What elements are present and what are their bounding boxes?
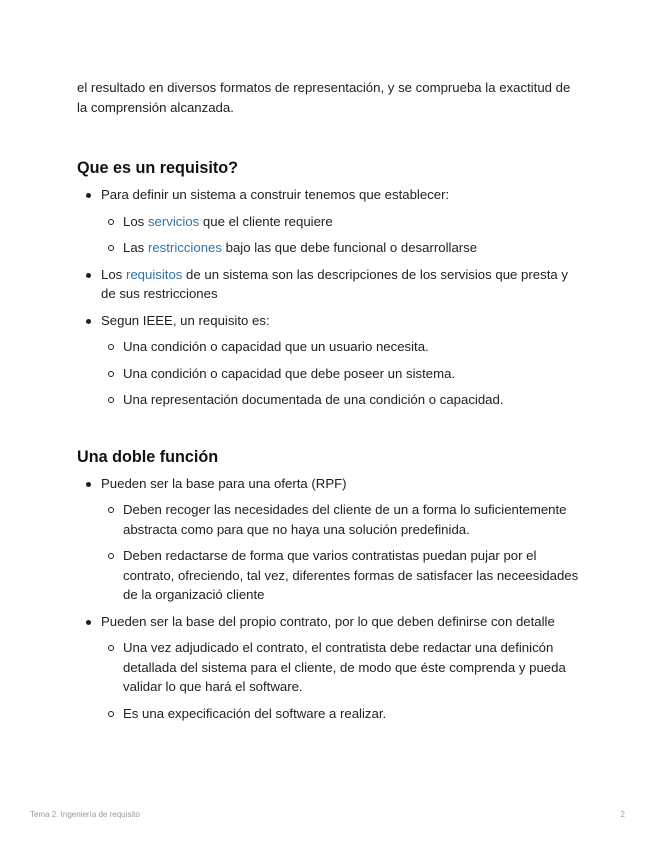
doble-funcion-list	[77, 474, 582, 724]
sub-list-item: Deben recoger las necesidades del cliente de un a forma lo suficientemente abstracta como para que no haya una solución predefinida.	[101, 500, 582, 539]
text-fragment: de un sistema son las descripciones de los servisios que presta y de sus restricciones	[101, 266, 568, 301]
sub-list-item: Deben redactarse de forma que varios contratistas puedan pujar por el contrato, ofreciendo, tal vez, diferentes formas de satisfacer las neceesidades de la organizació cliente	[101, 546, 582, 605]
document-body	[77, 78, 582, 730]
text-fragment: que el cliente requiere	[199, 213, 333, 229]
sub-list-item	[101, 212, 582, 232]
sub-list-item: Una vez adjudicado el contrato, el contratista debe redactar una definicón detallada del sistema para el cliente, de modo que éste comprenda y pueda validar lo que hará el software.	[101, 638, 582, 697]
text-fragment: Los	[101, 266, 126, 282]
text-fragment: Los	[123, 213, 148, 229]
list-item	[77, 612, 582, 724]
list-item	[77, 474, 582, 605]
section-heading-requisito: Que es un requisito?	[77, 159, 238, 177]
section-heading-doble-funcion: Una doble función	[77, 447, 219, 466]
sub-list-item: Una condición o capacidad que un usuario necesita.	[101, 337, 582, 357]
text-fragment: bajo las que debe funcional o desarrollarse	[221, 240, 478, 255]
list-item-text: Pueden ser la base del propio contrato, por lo que deben definirse con detalle	[101, 613, 555, 629]
sub-list	[101, 638, 582, 723]
list-item	[77, 185, 582, 258]
link-restricciones[interactable]: restricciones	[147, 240, 222, 255]
requisito-list	[77, 185, 582, 410]
sub-list	[101, 212, 582, 258]
page-footer	[30, 810, 625, 819]
list-item-text: Pueden ser la base para una oferta (RPF)	[101, 475, 347, 491]
sub-list	[101, 337, 582, 410]
list-item-text: Segun IEEE, un requisito es:	[101, 312, 270, 328]
sub-list-item	[101, 238, 582, 258]
list-item	[77, 265, 582, 304]
footer-title: Tema 2. Ingeniería de requisito	[30, 810, 140, 819]
sub-list-item: Una representación documentada de una condición o capacidad.	[101, 390, 582, 410]
list-item-text: Para definir un sistema a construir tenemos que establecer:	[101, 187, 450, 202]
sub-list-item: Es una expecificación del software a realizar.	[101, 704, 582, 724]
list-item	[77, 311, 582, 410]
intro-paragraph: el resultado en diversos formatos de representación, y se comprueba la exactitud de la comprensión alcanzada.	[77, 80, 571, 115]
sub-list-item: Una condición o capacidad que debe poseer un sistema.	[101, 364, 582, 384]
text-fragment: Las	[123, 240, 148, 255]
sub-list	[101, 500, 582, 605]
page-number: 2	[620, 810, 625, 819]
link-requisitos[interactable]: requisitos	[125, 266, 183, 282]
link-servicios[interactable]: servicios	[147, 213, 200, 229]
